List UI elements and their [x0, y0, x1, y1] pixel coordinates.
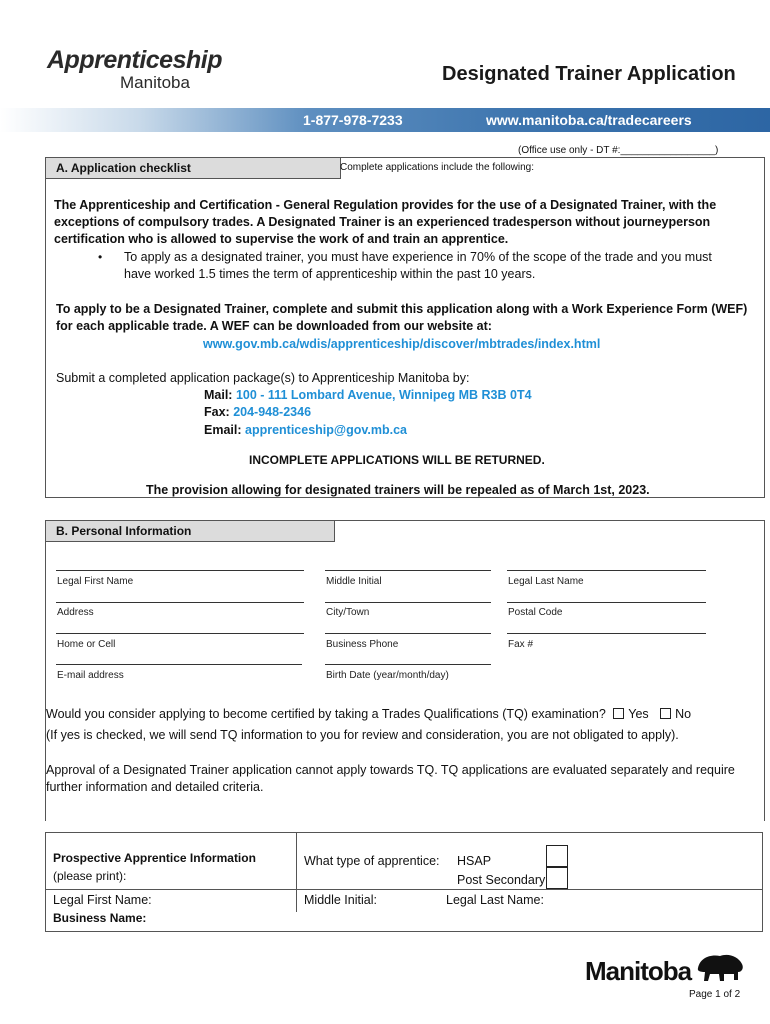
incomplete-warning: INCOMPLETE APPLICATIONS WILL BE RETURNED. [249, 453, 545, 467]
apprentice-table [45, 832, 763, 932]
apprentice-type-label: What type of apprentice: [304, 854, 440, 868]
wef-paragraph: To apply to be a Designated Trainer, complete and submit this application along with a Work Experience Form (WEF) for each applicable trade. A WEF can be downloaded from our website at: [56, 302, 748, 333]
tq-yes-checkbox[interactable] [613, 708, 624, 719]
address-line[interactable] [56, 602, 304, 603]
phone-number: 1-877-978-7233 [303, 112, 403, 128]
section-a-title: A. Application checklist [45, 157, 341, 179]
regulation-paragraph: The Apprenticeship and Certification - General Regulation provides for the use of a Designated Trainer, with the exceptions of compulsory trades. A Designated Trainer is an experienced tradesperson without journeyperson certification who is allowed to supervise the work of and train an apprentice. [54, 198, 717, 246]
home-cell-label: Home or Cell [57, 639, 116, 650]
tq-no-label: No [675, 707, 692, 721]
page-number: Page 1 of 2 [689, 989, 741, 1000]
hsap-checkbox[interactable] [546, 845, 568, 867]
tq-yes-label: Yes [628, 707, 649, 721]
office-use-field: (Office use only - DT #:_________________) [518, 145, 719, 156]
section-b-title: B. Personal Information [45, 520, 335, 542]
postal-label: Postal Code [508, 607, 563, 618]
tq-note: (If yes is checked, we will send TQ information to you for review and consideration, you are not obligated to apply). [46, 728, 679, 742]
first-name-label: Legal First Name [57, 576, 134, 587]
fax-label: Fax: [204, 405, 230, 419]
city-line[interactable] [325, 602, 491, 603]
email-field-label: E-mail address [57, 670, 124, 681]
business-phone-label: Business Phone [326, 639, 399, 650]
last-name-label: Legal Last Name [508, 576, 584, 587]
section-a-subtitle: Complete applications include the following: [340, 162, 535, 173]
address-label: Address [57, 607, 94, 618]
tq-question-row [46, 707, 761, 721]
fax-number: 204-948-2346 [233, 405, 312, 419]
last-name-line[interactable] [507, 570, 706, 571]
table-divider [296, 832, 297, 912]
tq-question: Would you consider applying to become certified by taking a Trades Qualifications (TQ) examination? [46, 707, 606, 721]
apprentice-first-name-label: Legal First Name: [53, 893, 152, 907]
logo-manitoba: Manitoba [120, 73, 190, 92]
mail-label: Mail: [204, 388, 233, 402]
bison-icon [694, 950, 746, 984]
home-cell-line[interactable] [56, 633, 304, 634]
email-line[interactable] [56, 664, 302, 665]
apprentice-middle-initial-label: Middle Initial: [304, 893, 377, 907]
apprentice-subtitle: (please print): [53, 869, 127, 883]
fax-line[interactable] [507, 633, 706, 634]
apprentice-last-name-label: Legal Last Name: [446, 893, 544, 907]
postal-line[interactable] [507, 602, 706, 603]
wef-link[interactable]: www.gov.mb.ca/wdis/apprenticeship/discover/mbtrades/index.html [203, 337, 601, 351]
tq-no-checkbox[interactable] [660, 708, 671, 719]
table-row-divider [45, 889, 762, 890]
first-name-line[interactable] [56, 570, 304, 571]
city-label: City/Town [326, 607, 370, 618]
business-phone-line[interactable] [325, 633, 491, 634]
submit-text: Submit a completed application package(s) to Apprenticeship Manitoba by: [56, 371, 470, 385]
apprentice-title: Prospective Apprentice Information [53, 851, 256, 865]
fax-field-label: Fax # [508, 639, 534, 650]
logo-apprenticeship: Apprenticeship [47, 46, 222, 74]
post-secondary-label: Post Secondary [457, 873, 546, 887]
birth-date-label: Birth Date (year/month/day) [326, 670, 449, 681]
manitoba-brand: Manitoba [585, 956, 692, 986]
hsap-label: HSAP [457, 854, 492, 868]
bullet-icon: • [98, 250, 103, 264]
email-link[interactable]: apprenticeship@gov.mb.ca [245, 423, 407, 437]
post-secondary-checkbox[interactable] [546, 867, 568, 889]
middle-initial-label: Middle Initial [326, 576, 382, 587]
birth-date-line[interactable] [325, 664, 491, 665]
middle-initial-line[interactable] [325, 570, 491, 571]
business-name-label: Business Name: [53, 911, 147, 925]
mail-address: 100 - 111 Lombard Avenue, Winnipeg MB R3B 0T4 [235, 388, 532, 402]
experience-bullet: To apply as a designated trainer, you must have experience in 70% of the scope of the trade and you must have worked 1.5 times the term of apprenticeship within the past 10 years. [124, 250, 712, 281]
email-label: Email: [204, 423, 242, 437]
approval-note: Approval of a Designated Trainer application cannot apply towards TQ. TQ applications are evaluated separately and require further information and detailed criteria. [46, 763, 735, 794]
provision-notice: The provision allowing for designated trainers will be repealed as of March 1st, 2023. [146, 483, 650, 497]
website-link[interactable]: www.manitoba.ca/tradecareers [486, 112, 692, 128]
contact-bar [0, 108, 770, 132]
page-title: Designated Trainer Application [442, 63, 736, 85]
